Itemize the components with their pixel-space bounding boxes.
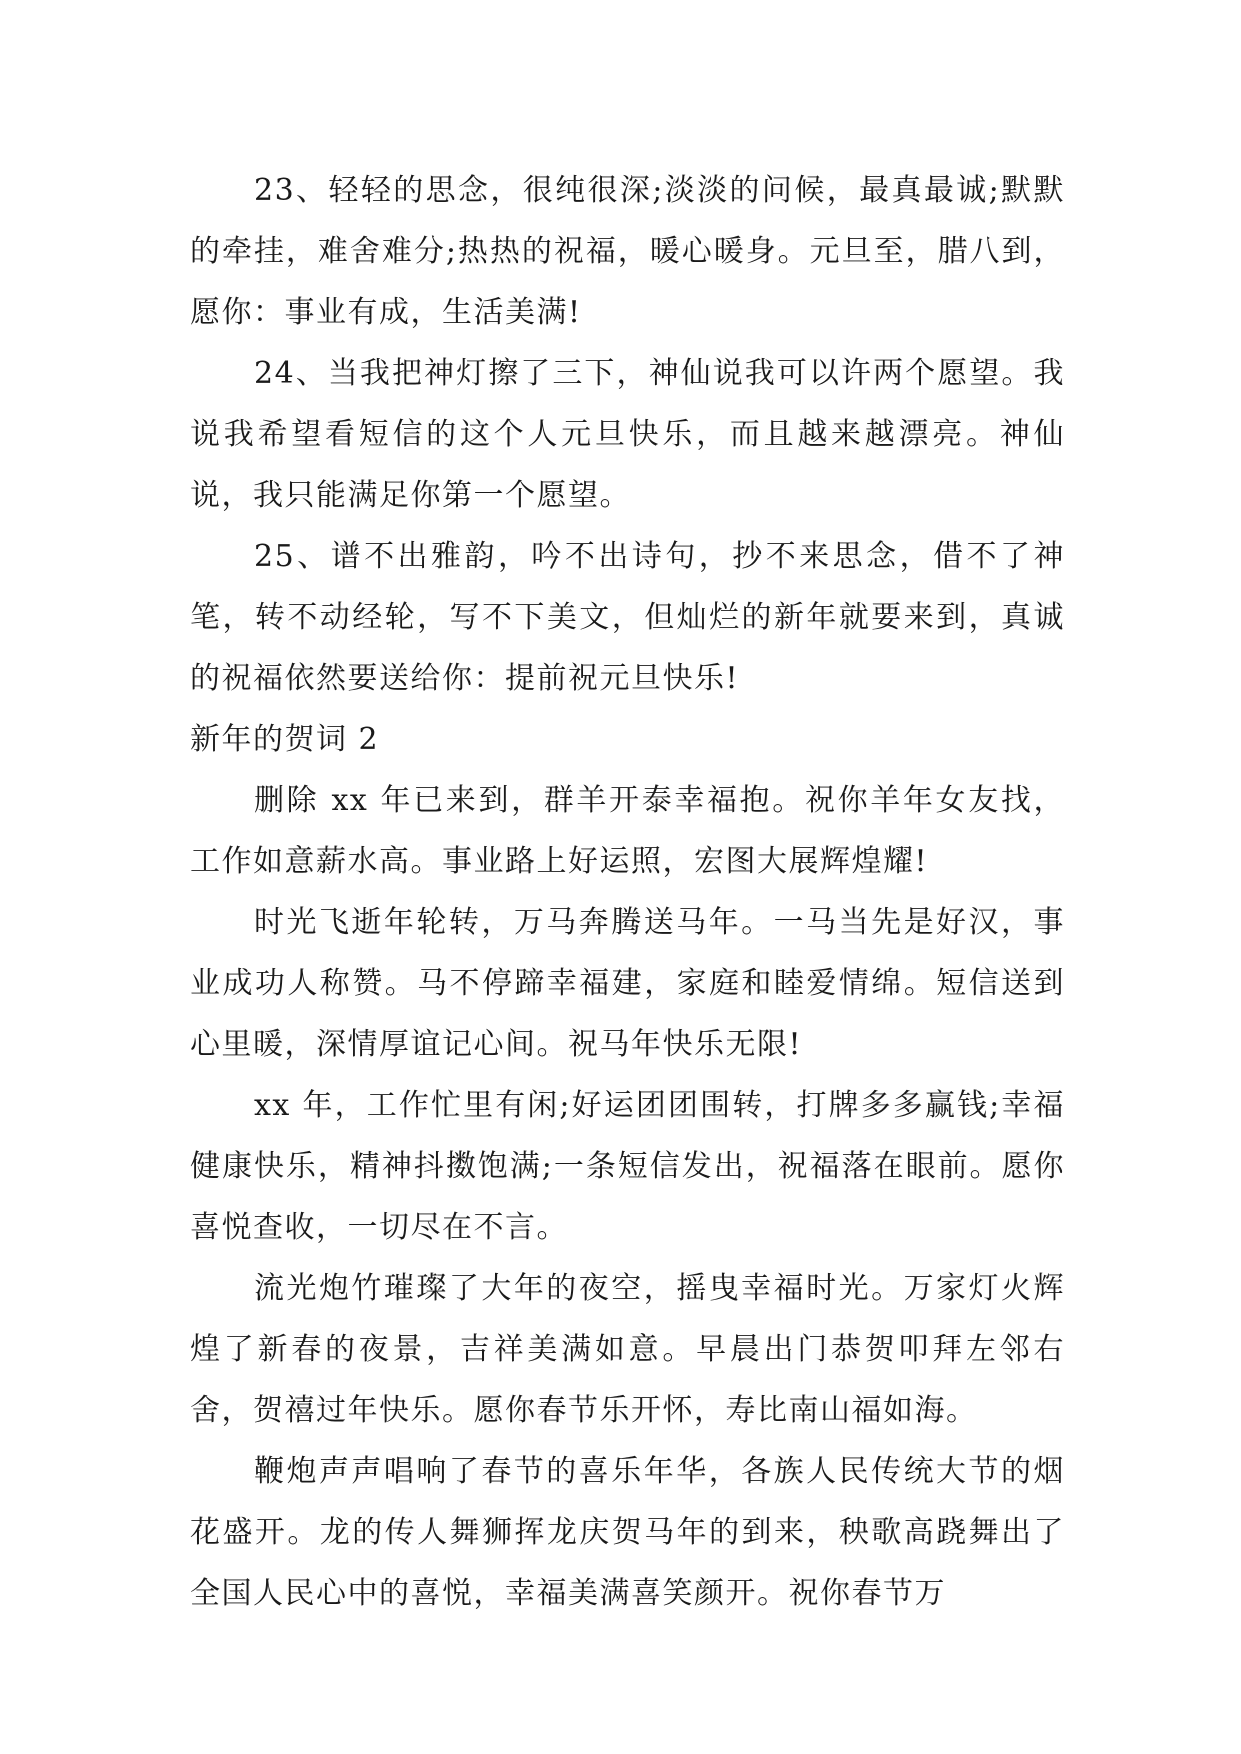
paragraph-23: 23、轻轻的思念，很纯很深;淡淡的问候，最真最诚;默默的牵挂，难舍难分;热热的祝福，暖心暖身。元旦至，腊八到，愿你：事业有成，生活美满!	[190, 173, 1065, 330]
paragraph-greeting-4: 流光炮竹璀璨了大年的夜空，摇曳幸福时光。万家灯火辉煌了新春的夜景，吉祥美满如意。早晨出门恭贺叩拜左邻右舍，贺禧过年快乐。愿你春节乐开怀，寿比南山福如海。	[190, 1271, 1065, 1428]
paragraph-25: 25、谱不出雅韵，吟不出诗句，抄不来思念，借不了神笔，转不动经轮，写不下美文，但灿烂的新年就要来到，真诚的祝福依然要送给你：提前祝元旦快乐!	[190, 539, 1065, 696]
document-body	[190, 160, 1065, 1624]
paragraph-greeting-1: 删除 xx 年已来到，群羊开泰幸福抱。祝你羊年女友找，工作如意薪水高。事业路上好运照，宏图大展辉煌耀!	[190, 783, 1065, 879]
paragraph-greeting-2: 时光飞逝年轮转，万马奔腾送马年。一马当先是好汉，事业成功人称赞。马不停蹄幸福建，家庭和睦爱情绵。短信送到心里暖，深情厚谊记心间。祝马年快乐无限!	[190, 905, 1065, 1062]
paragraph-24: 24、当我把神灯擦了三下，神仙说我可以许两个愿望。我说我希望看短信的这个人元旦快乐，而且越来越漂亮。神仙说，我只能满足你第一个愿望。	[190, 356, 1065, 513]
paragraph-greeting-5: 鞭炮声声唱响了春节的喜乐年华，各族人民传统大节的烟花盛开。龙的传人舞狮挥龙庆贺马年的到来，秧歌高跷舞出了全国人民心中的喜悦，幸福美满喜笑颜开。祝你春节万	[190, 1454, 1065, 1611]
paragraph-greeting-3: xx 年，工作忙里有闲;好运团团围转，打牌多多赢钱;幸福健康快乐，精神抖擞饱满;一条短信发出，祝福落在眼前。愿你喜悦查收，一切尽在不言。	[190, 1088, 1065, 1245]
section-heading: 新年的贺词 2	[190, 722, 380, 757]
